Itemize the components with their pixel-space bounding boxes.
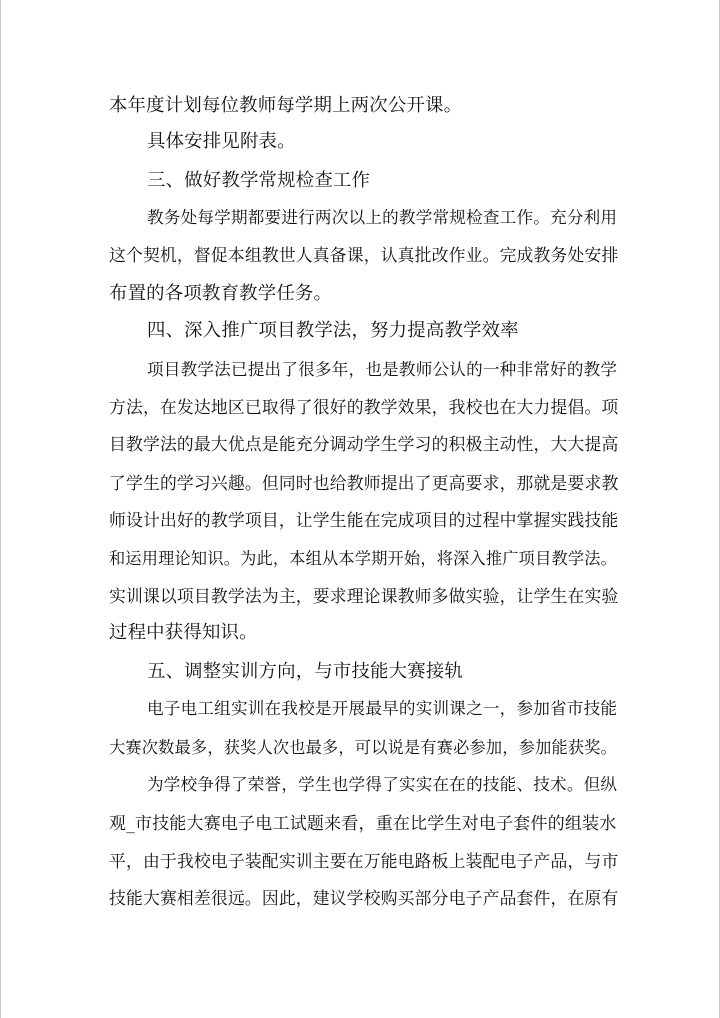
text-line-13: 和运用理论知识。为此，本组从本学期开始，将深入推广项目教学法。 [109,549,618,568]
text-line-9: 方法，在发达地区已取得了很好的教学效果，我校也在大力提倡。项 [109,397,619,417]
text-line-11: 了学生的学习兴趣。但同时也给教师提出了更高要求，那就是要求教 [109,473,619,493]
text-line-10: 目教学法的最大优点是能充分调动学生学习的积极主动性，大大提高 [109,434,619,454]
text-line-5: 这个契机，督促本组教世人真备课，认真批改作业。完成教务处安排 [109,245,619,265]
text-line-18: 大赛次数最多，获奖人次也最多，可以说是有赛必参加，参加能获奖。 [109,738,618,757]
text-line-6: 布置的各项教育教学任务。 [109,283,333,304]
text-line-20: 观_市技能大赛电子电工试题来看，重在比学生对电子套件的组装水 [109,814,617,834]
section-heading-4: 四、深入推广项目教学法，努力提高教学效率 [147,320,519,341]
text-line-17: 电子电工组实训在我校是开展最早的实训课之一，参加省市技能 [147,699,618,718]
text-line-19: 为学校争得了荣誉，学生也学得了实实在在的技能、技术。但纵 [147,775,618,794]
text-line-8: 项目教学法已提出了很多年，也是教师公认的一种非常好的教学 [147,360,618,379]
text-line-22: 技能大赛相差很远。因此，建议学校购买部分电子产品套件，在原有 [109,888,619,908]
text-line-2: 具体安排见附表。 [147,131,296,152]
text-line-4: 教务处每学期都要进行两次以上的教学常规检查工作。充分利用 [147,208,618,227]
section-heading-3: 三、做好教学常规检查工作 [147,170,371,191]
section-heading-5: 五、调整实训方向，与市技能大赛接轨 [147,661,464,682]
text-line-12: 师设计出好的教学项目，让学生能在完成项目的过程中掌握实践技能 [109,510,619,530]
text-line-1: 本年度计划每位教师每学期上两次公开课。 [109,95,463,116]
text-line-21: 平，由于我校电子装配实训主要在万能电路板上装配电子产品，与市 [109,851,619,871]
text-line-14: 实训课以项目教学法为主，要求理论课教师多做实验，让学生在实验 [109,586,619,606]
text-line-15: 过程中获得知识。 [109,622,258,643]
